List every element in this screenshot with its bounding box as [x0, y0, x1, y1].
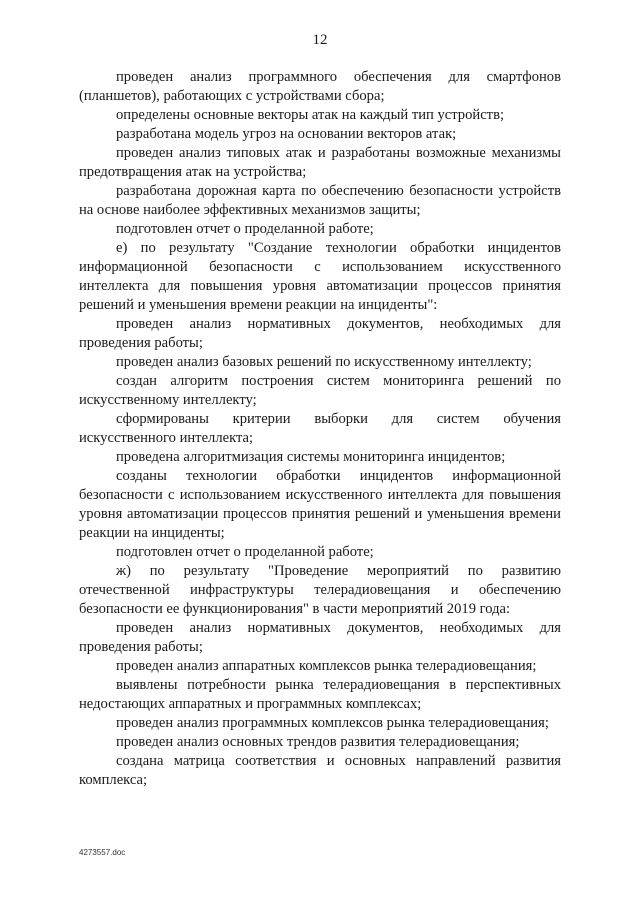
footer-filename: 4273557.doc: [79, 848, 126, 857]
paragraph: проведен анализ типовых атак и разработаны возможные механизмы предотвращения атак на устройства;: [79, 145, 561, 180]
paragraph: проведен анализ программных комплексов рынка телерадиовещания;: [116, 715, 549, 731]
paragraph: проведен анализ основных трендов развития телерадиовещания;: [116, 734, 520, 750]
paragraph: проведен анализ нормативных документов, необходимых для проведения работы;: [79, 316, 561, 351]
paragraph: создан алгоритм построения систем мониторинга решений по искусственному интеллекту;: [79, 373, 561, 408]
paragraph: проведен анализ нормативных документов, необходимых для проведения работы;: [79, 620, 561, 655]
paragraph: выявлены потребности рынка телерадиовещания в перспективных недостающих аппаратных и программных комплексах;: [79, 677, 561, 712]
paragraph: разработана модель угроз на основании векторов атак;: [116, 126, 457, 142]
paragraph: проведена алгоритмизация системы мониторинга инцидентов;: [116, 449, 506, 465]
paragraph: подготовлен отчет о проделанной работе;: [116, 221, 374, 237]
paragraph: подготовлен отчет о проделанной работе;: [116, 544, 374, 560]
paragraph: разработана дорожная карта по обеспечению безопасности устройств на основе наиболее эффективных механизмов защиты;: [79, 183, 561, 218]
paragraph: определены основные векторы атак на каждый тип устройств;: [116, 107, 505, 123]
paragraph: сформированы критерии выборки для систем обучения искусственного интеллекта;: [79, 411, 561, 446]
document-body: [79, 68, 561, 790]
paragraph: проведен анализ аппаратных комплексов рынка телерадиовещания;: [116, 658, 537, 674]
paragraph: проведен анализ программного обеспечения для смартфонов (планшетов), работающих с устройствами сбора;: [79, 69, 561, 104]
paragraph: созданы технологии обработки инцидентов информационной безопасности с использованием искусственного интеллекта для повышения уровня автоматизации процессов принятия решений и уменьшения времени реакции на инциденты;: [79, 468, 561, 541]
paragraph: е) по результату "Создание технологии обработки инцидентов информационной безопасности с использованием искусственного интеллекта для повышения уровня автоматизации процессов принятия решений и уменьшения времени реакции на инциденты":: [79, 240, 561, 313]
paragraph: ж) по результату "Проведение мероприятий по развитию отечественной инфраструктуры телерадиовещания и обеспечению безопасности ее функционирования" в части мероприятий 2019 года:: [79, 563, 561, 617]
paragraph: создана матрица соответствия и основных направлений развития комплекса;: [79, 753, 561, 788]
paragraph: проведен анализ базовых решений по искусственному интеллекту;: [116, 354, 532, 370]
page-number: 12: [312, 32, 328, 48]
